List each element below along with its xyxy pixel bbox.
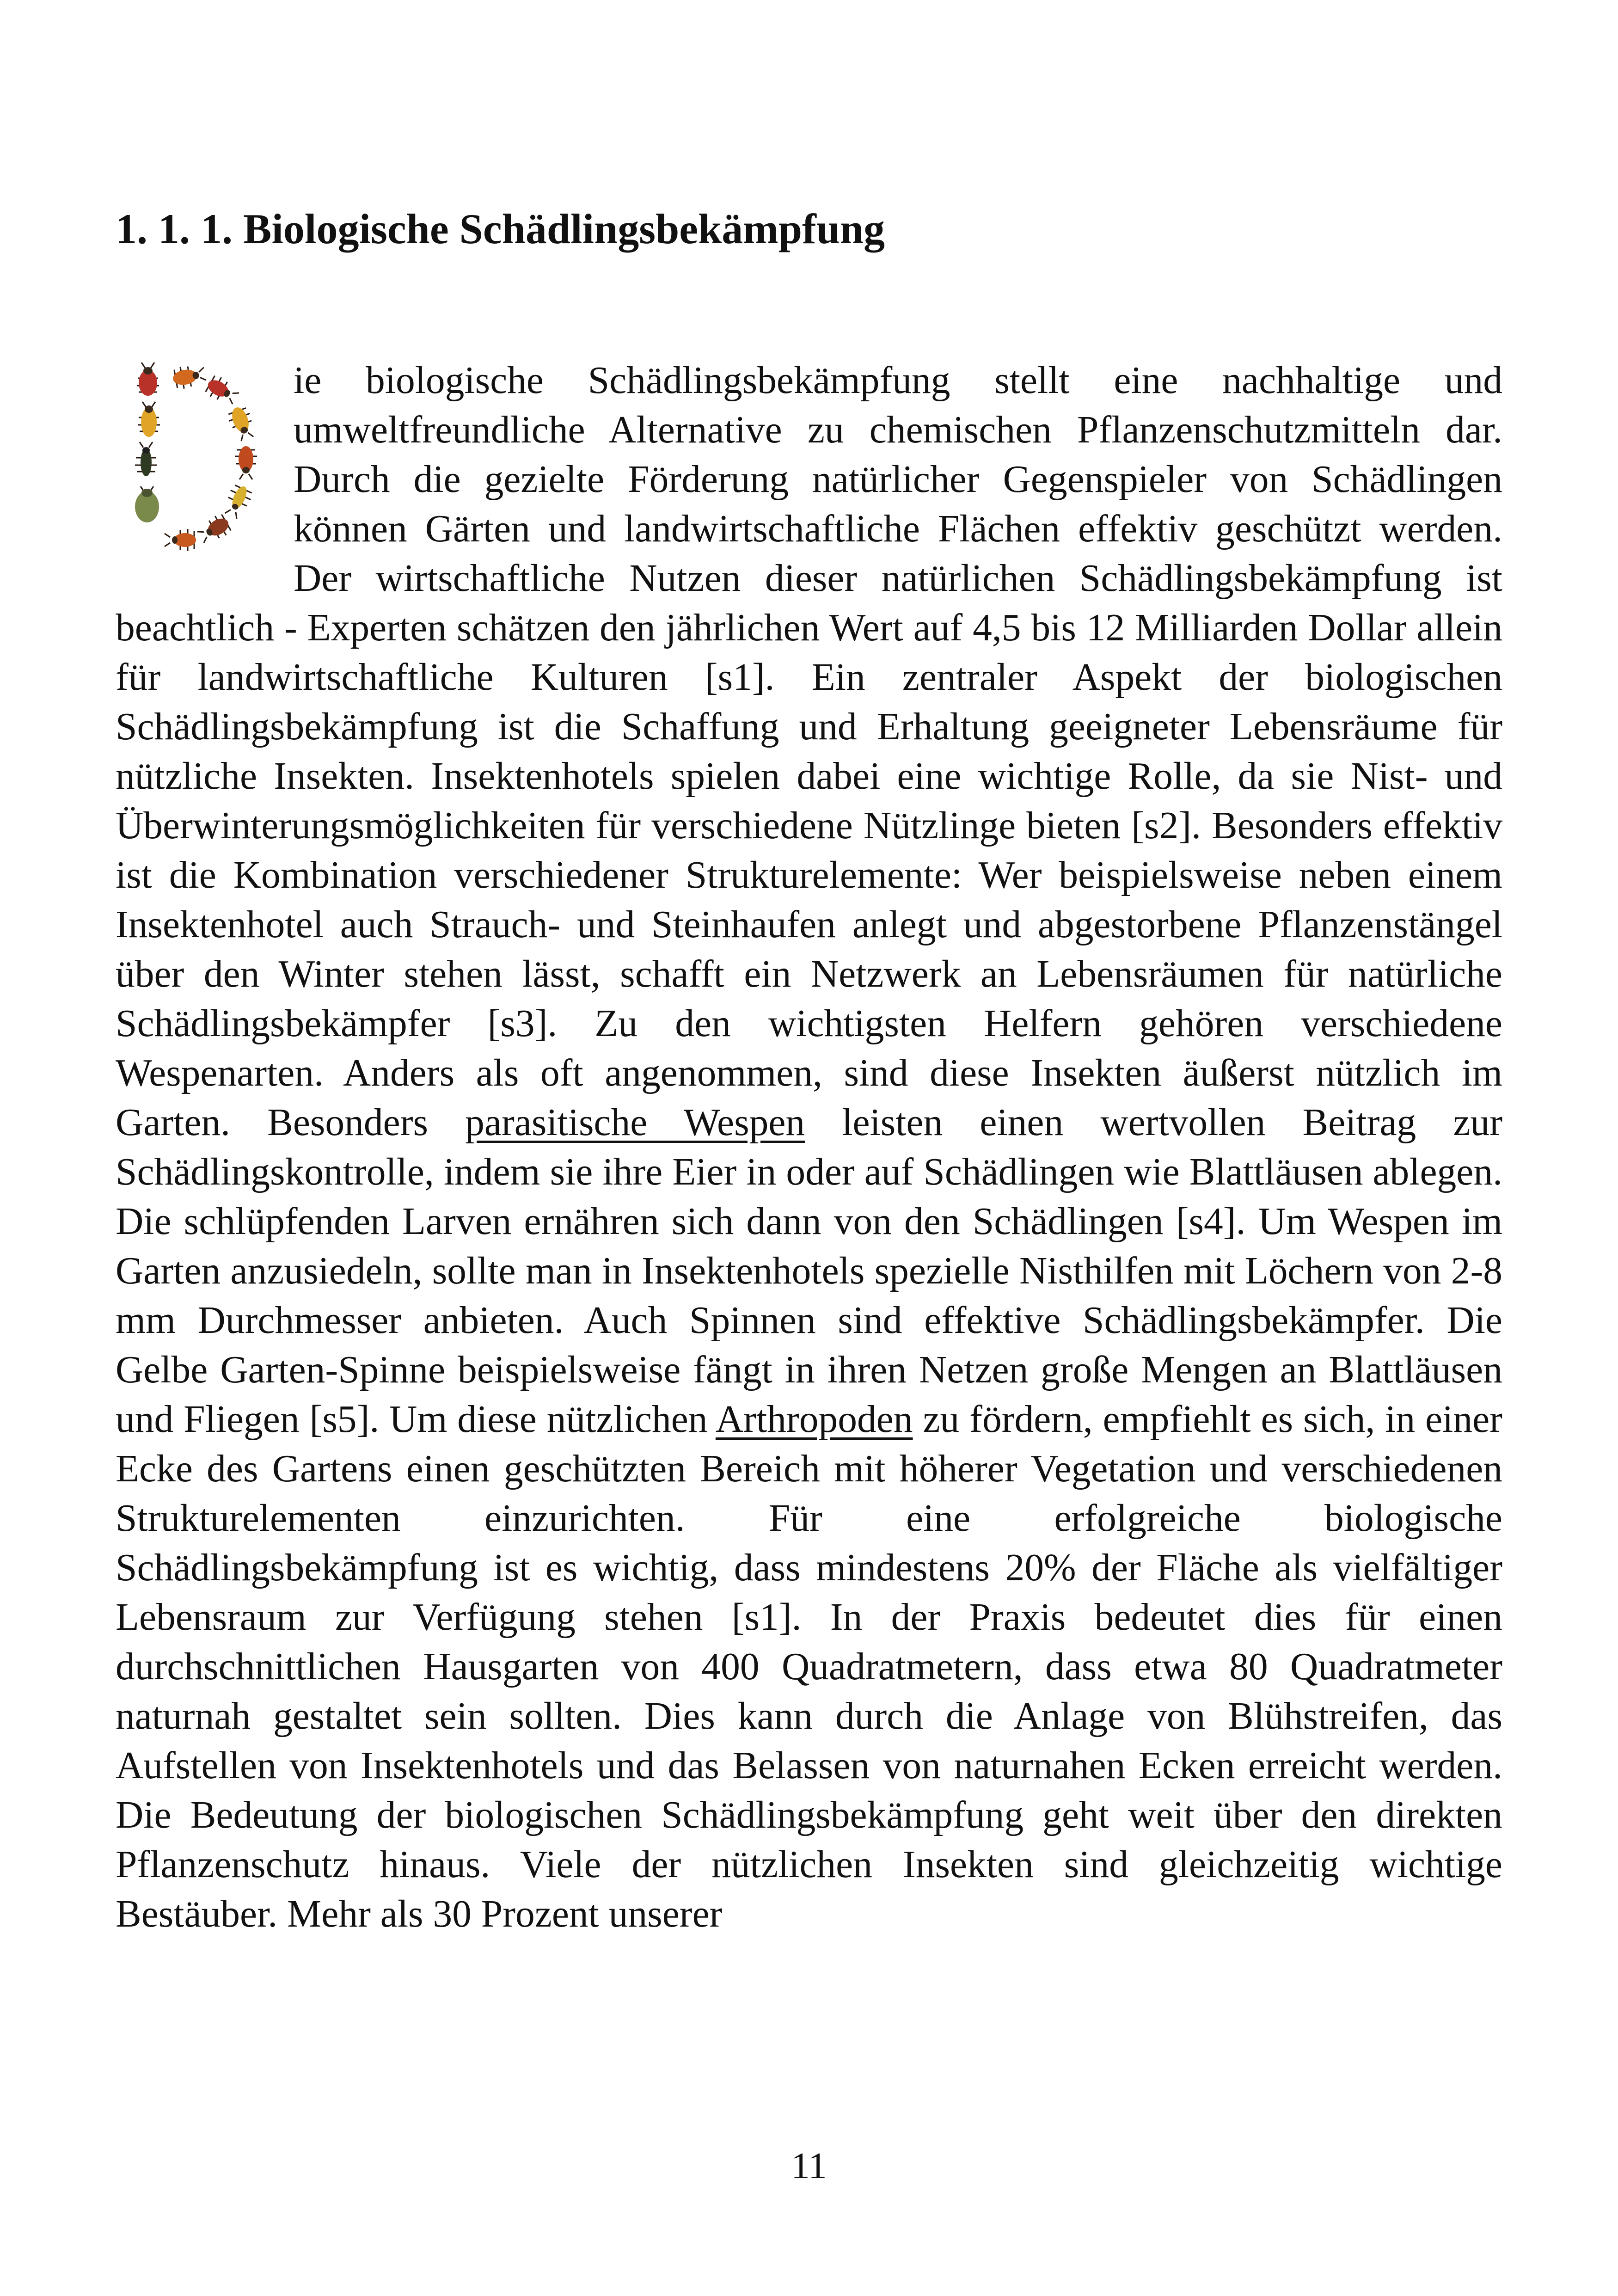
paragraph-text-end: zu fördern, empfiehlt es sich, in einer Ecke des Gartens einen geschützten Bereich mit höherer Vegetation und verschiedenen Strukturelementen einzurichten. Für eine erfolgreiche biologische Schädlingsbekämpfung ist es wichtig, dass mindestens 20% der Fläche als vielfältiger Lebensraum zur Verfügung stehen [s1]. In der Praxis bedeutet dies für einen durchschnittlichen Hausgarten von 400 Quadratmetern, dass etwa 80 Quadratmeter naturnah gestaltet sein sollten. Dies kann durch die Anlage von Blühstreifen, das Aufstellen von Insektenhotels und das Belassen von naturnahen Ecken erreicht werden. Die Bedeutung der biologischen Schädlingsbekämpfung geht weit über den direkten Pflanzenschutz hinaus. Viele der nützlichen Insekten sind gleichzeitig wichtige Bestäuber. Mehr als 30 Prozent unserer	[116, 1398, 1502, 1935]
dropcap-insect-letter-d	[116, 360, 280, 557]
paragraph-text-middle: leisten einen wertvollen Beitrag zur Schädlingskontrolle, indem sie ihre Eier in oder auf Schädlingen wie Blattläusen ablegen. Die schlüpfenden Larven ernähren sich dann von den Schädlingen [s4]. Um Wespen im Garten anzusiedeln, sollte man in Insektenhotels spezielle Nisthilfen mit Löchern von 2-8 mm Durchmesser anbieten. Auch Spinnen sind effektive Schädlingsbekämpfer. Die Gelbe Garten-Spinne beispielsweise fängt in ihren Netzen große Mengen an Blattläusen und Fliegen [s5]. Um diese nützlichen	[116, 1101, 1503, 1441]
page-number: 11	[791, 2146, 827, 2186]
body-paragraph	[116, 356, 1502, 1939]
paragraph-text-intro: ie biologische Schädlingsbekämpfung stellt eine nachhaltige und umweltfreundliche Alternative zu chemischen Pflanzenschutzmitteln dar. Durch die gezielte Förderung natürlicher Gegenspieler von Schädlingen können Gärten und landwirtschaftliche Flächen effektiv geschützt werden. Der wirtschaftliche Nutzen dieser natürlichen Schädlingsbekämpfung ist beachtlich - Experten schätzen den jährlichen Wert auf 4,5 bis 12 Milliarden Dollar allein für landwirtschaftliche Kulturen [s1]. Ein zentraler Aspekt der biologischen Schädlingsbekämpfung ist die Schaffung und Erhaltung geeigneter Lebensräume für nützliche Insekten. Insektenhotels spielen dabei eine wichtige Rolle, da sie Nist- und Überwinterungsmöglichkeiten für verschiedene Nützlinge bieten [s2]. Besonders effektiv ist die Kombination verschiedener Strukturelemente: Wer beispielsweise neben einem Insektenhotel auch Strauch- und Steinhaufen anlegt und abgestorbene Pflanzenstängel über den Winter stehen lässt, schafft ein Netzwerk an Lebensräumen für natürliche Schädlingsbekämpfer [s3]. Zu den wichtigsten Helfern gehören verschiedene Wespenarten. Anders als oft angenommen, sind diese Insekten äußerst nützlich im Garten. Besonders	[116, 359, 1502, 1144]
parasitic-wasps-link[interactable]: parasitische Wespen	[465, 1101, 805, 1144]
dropcap-stem-beetles	[135, 362, 160, 522]
section-heading: 1. 1. 1. Biologische Schädlingsbekämpfung	[116, 205, 885, 252]
arthropods-link[interactable]: Arthropoden	[715, 1398, 913, 1441]
dropcap-bowl-beetles	[165, 363, 258, 551]
